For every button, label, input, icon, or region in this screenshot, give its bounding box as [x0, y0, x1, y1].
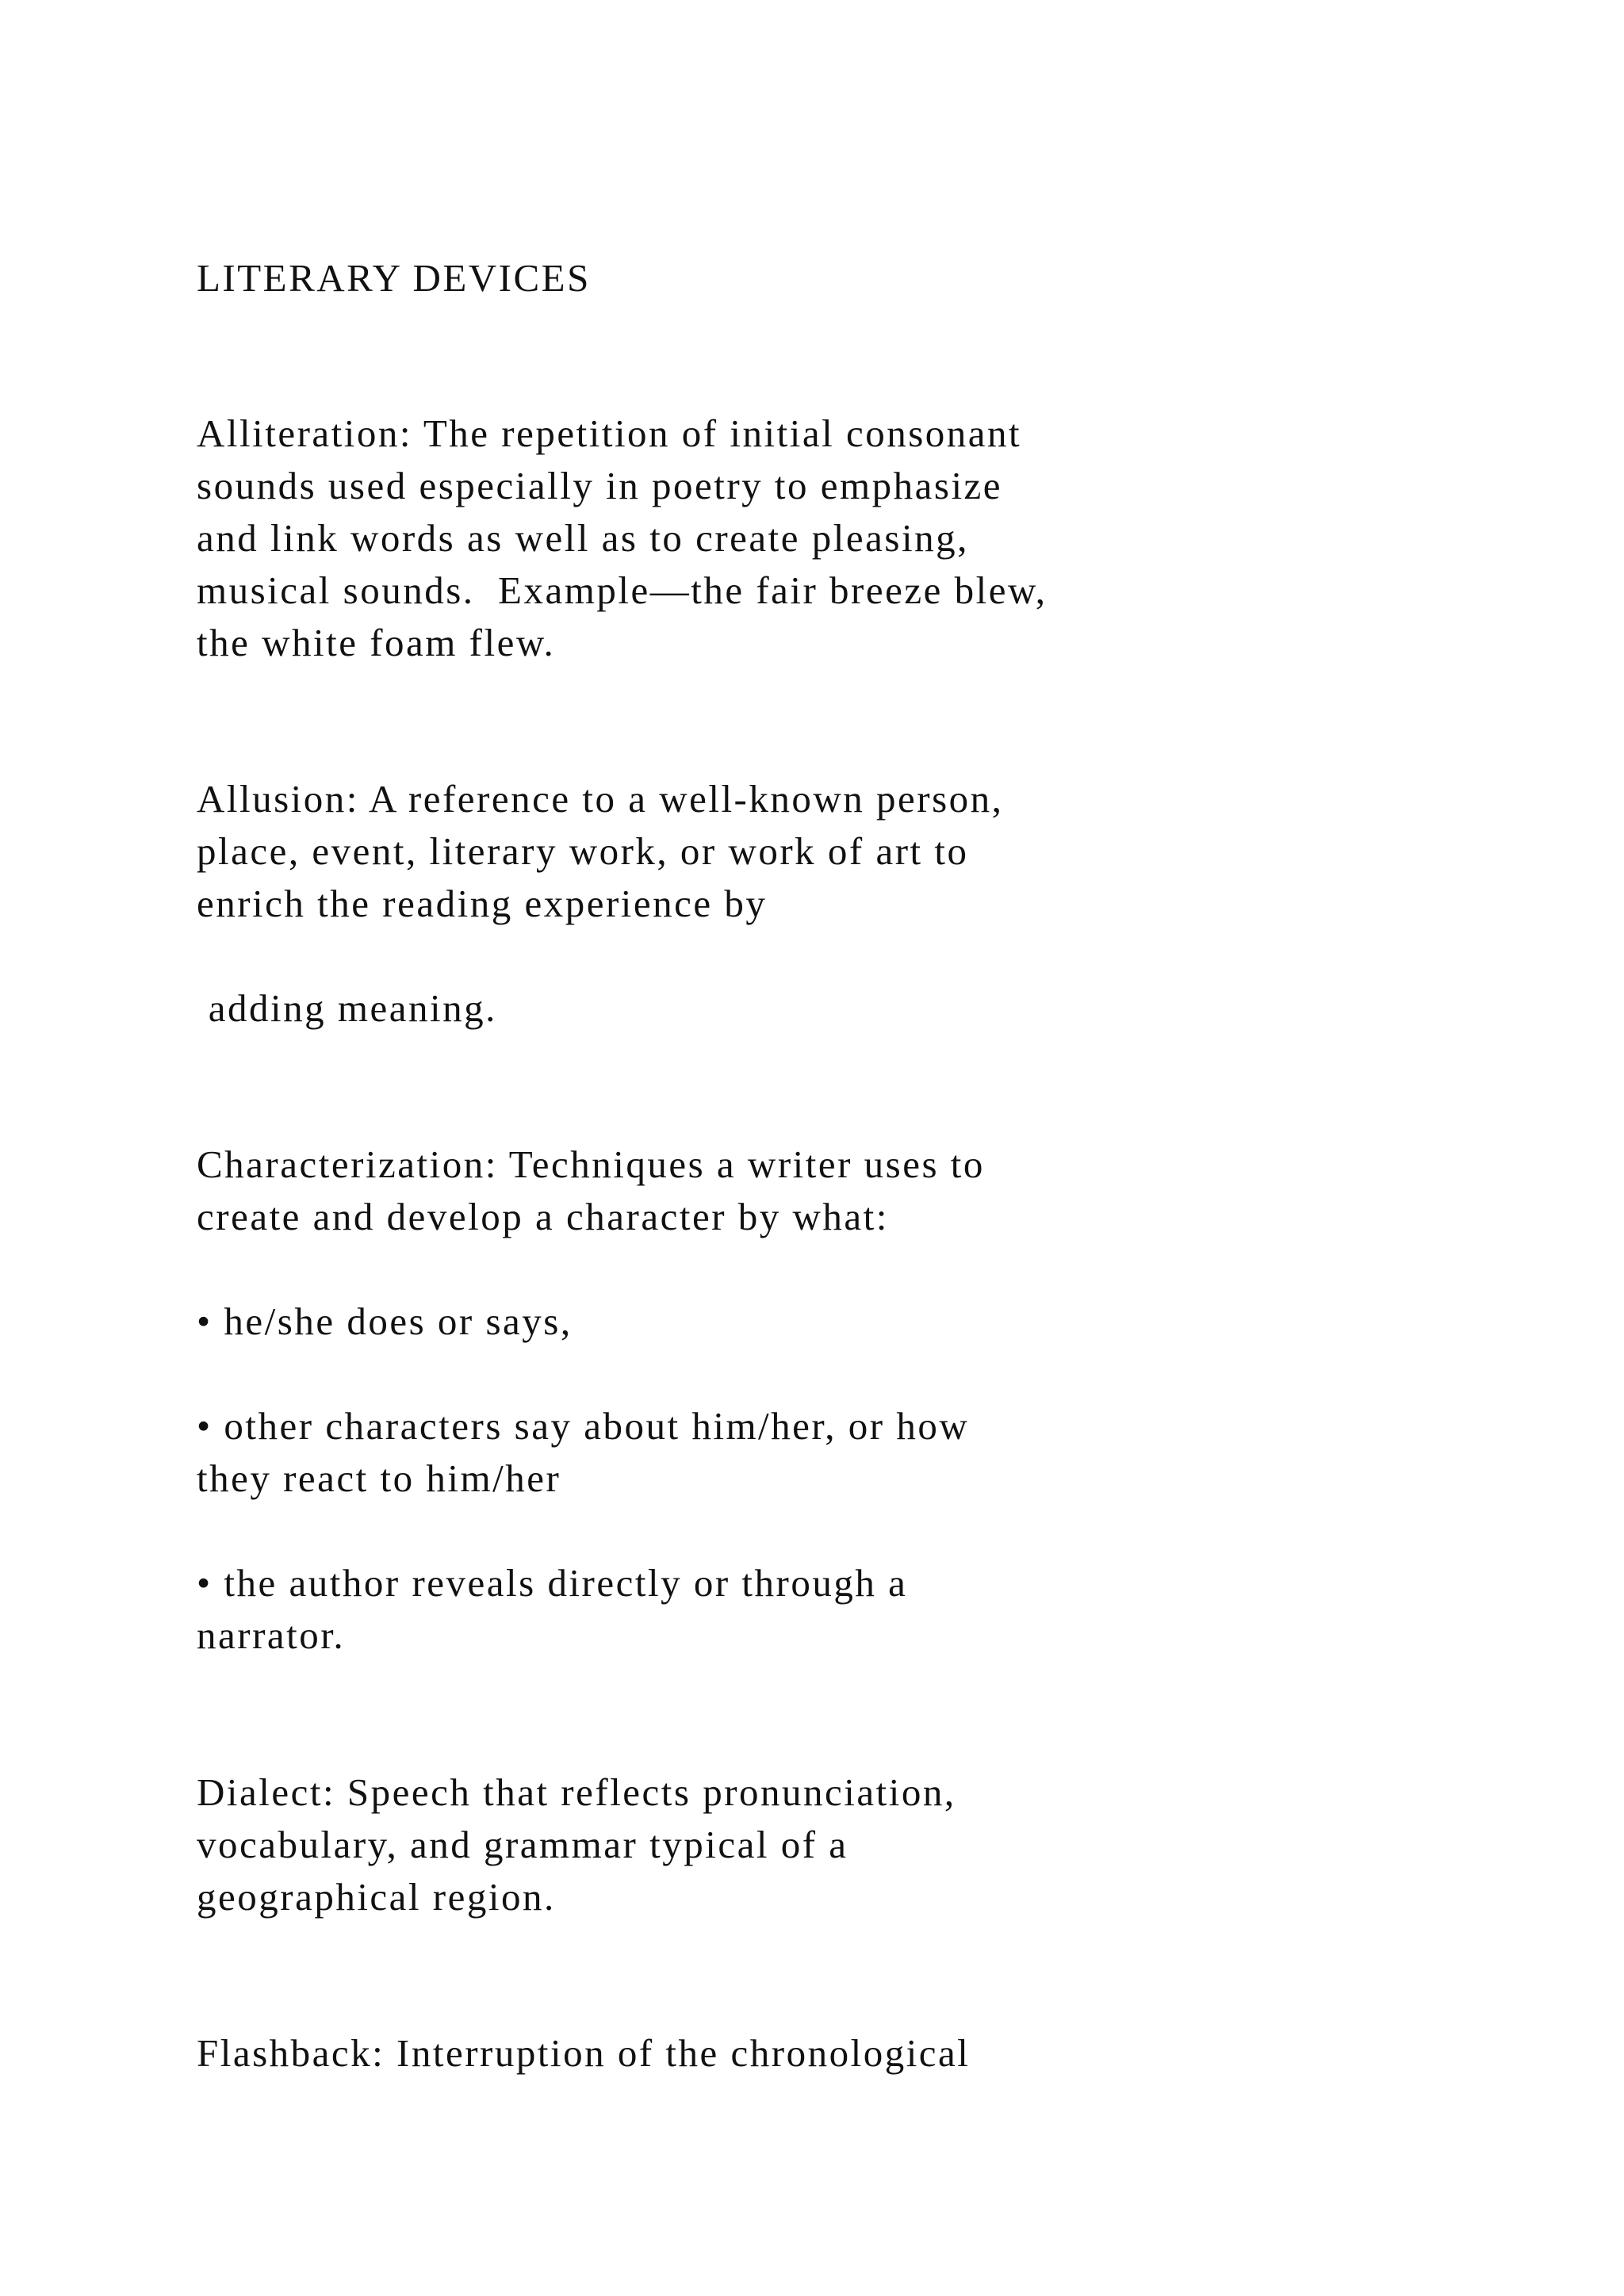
alliteration-line-2: sounds used especially in poetry to emphasize: [197, 464, 1003, 507]
alliteration-line-3: and link words as well as to create pleasing,: [197, 516, 969, 560]
allusion-line-4: adding meaning.: [197, 986, 497, 1030]
alliteration-line-5: the white foam flew.: [197, 621, 556, 664]
allusion-line-3: enrich the reading experience by: [197, 882, 768, 925]
page-title: LITERARY DEVICES: [197, 256, 591, 300]
characterization-line-2: create and develop a character by what:: [197, 1195, 889, 1238]
characterization-bullet-3: • the author reveals directly or through a: [197, 1561, 908, 1605]
characterization-bullet-2: • other characters say about him/her, or how: [197, 1404, 970, 1448]
alliteration-line-4: musical sounds. Example—the fair breeze blew,: [197, 568, 1048, 612]
characterization-bullet-2-cont: they react to him/her: [197, 1456, 561, 1500]
dialect-line-2: vocabulary, and grammar typical of a: [197, 1823, 848, 1866]
dialect-line-1: Dialect: Speech that reflects pronunciation,: [197, 1770, 956, 1814]
characterization-bullet-1: • he/she does or says,: [197, 1299, 573, 1343]
allusion-line-1: Allusion: A reference to a well-known person,: [197, 777, 1004, 821]
alliteration-line-1: Alliteration: The repetition of initial consonant: [197, 411, 1022, 455]
characterization-line-1: Characterization: Techniques a writer uses to: [197, 1142, 985, 1186]
dialect-line-3: geographical region.: [197, 1875, 556, 1919]
allusion-line-2: place, event, literary work, or work of art to: [197, 829, 969, 873]
flashback-line-1: Flashback: Interruption of the chronological: [197, 2031, 971, 2075]
characterization-bullet-3-cont: narrator.: [197, 1613, 346, 1657]
